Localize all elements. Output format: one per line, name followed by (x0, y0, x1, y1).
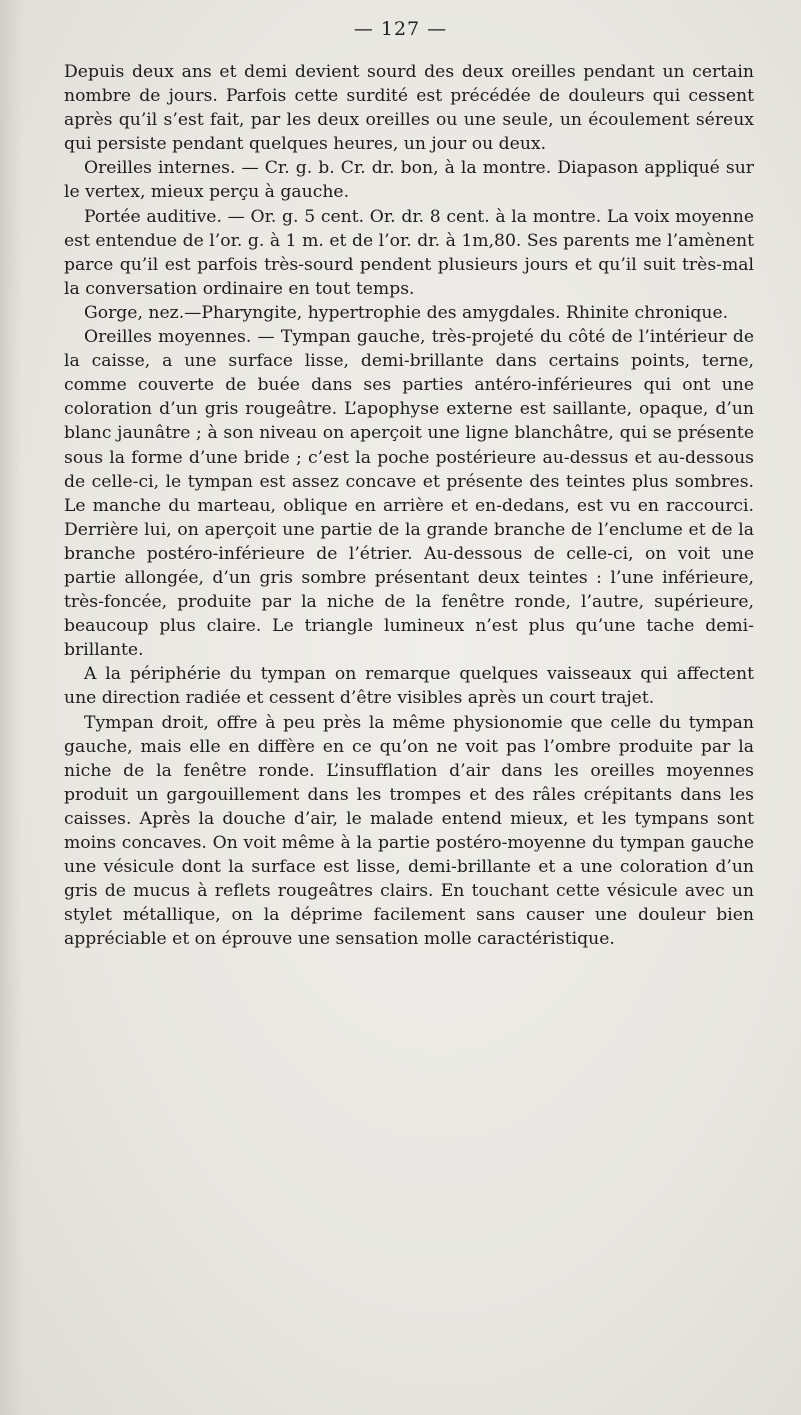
page-number: — 127 — (353, 18, 448, 40)
paragraph-hearing-range: Portée auditive. — Or. g. 5 cent. Or. dr. 8 cent. à la montre. La voix moyenne est entendue de l’or. g. à 1 m. et de l’or. dr. à 1m,80. Ses parents me l’amènent parce qu’il est parfois très-sourd pendent plusieurs jours et qu’il suit très-mal la conversation ordinaire en tout temps. (64, 206, 754, 299)
paragraph-inner-ears: Oreilles internes. — Cr. g. b. Cr. dr. bon, à la montre. Diapason appliqué sur le vertex, mieux perçu à gauche. (64, 158, 754, 203)
paragraph-throat-nose: Gorge, nez.—Pharyngite, hypertrophie des amygdales. Rhinite chronique. (84, 302, 729, 323)
paragraph-periphery: A la périphérie du tympan on remarque quelques vaisseaux qui affectent une direction radiée et cessent d’être visibles après un court trajet. (64, 664, 754, 709)
paragraph-history: Depuis deux ans et demi devient sourd des deux oreilles pendant un certain nombre de jours. Parfois cette surdité est précédée de douleurs qui cessent après qu’il s’est fait, par les deux oreilles ou une seule, un écoulement séreux qui persiste pendant quelques heures, un jour ou deux. (64, 62, 754, 155)
paragraph-right-tympan: Tympan droit, offre à peu près la même physionomie que celle du tympan gauche, mais elle en diffère en ce qu’on ne voit pas l’ombre produite par la niche de la fenêtre ronde. L’insufflation d’air dans les oreilles moyennes produit un gargouillement dans les trompes et des râles crépitants dans les caisses. Après la douche d’air, le malade entend mieux, et les tympans sont moins concaves. On voit même à la partie postéro-moyenne du tympan gauche une vésicule dont la surface est lisse, demi-brillante et a une coloration d’un gris de mucus à reflets rougeâtres clairs. En touchant cette vésicule avec un stylet métallique, on la déprime facilement sans causer une douleur bien appréciable et on éprouve une sensation molle caractéristique. (64, 712, 754, 950)
paragraph-middle-ears: Oreilles moyennes. — Tympan gauche, très-projeté du côté de l’intérieur de la caisse, a une surface lisse, demi-brillante dans certains points, terne, comme couverte de buée dans ses parties antéro-inférieures qui ont une coloration d’un gris rougeâtre. L’apophyse externe est saillante, opaque, d’un blanc jaunâtre ; à son niveau on aperçoit une ligne blanchâtre, qui se présente sous la forme d’une bride ; c’est la poche postérieure au-dessus et au-dessous de celle-ci, le tympan est assez concave et présente des teintes plus sombres. Le manche du marteau, oblique en arrière et en-dedans, est vu en raccourci. Derrière lui, on aperçoit une partie de la grande branche de l’enclume et de la branche postéro-inférieure de l’étrier. Au-dessous de celle-ci, on voit une partie allongée, d’un gris sombre présentant deux teintes : l’une inférieure, très-foncée, produite par la niche de la fenêtre ronde, l’autre, supérieure, beaucoup plus claire. Le triangle lumineux n’est plus qu’une tache demi-brillante. (64, 327, 754, 661)
body-text (64, 60, 754, 951)
page-binding-shadow (0, 0, 22, 1415)
